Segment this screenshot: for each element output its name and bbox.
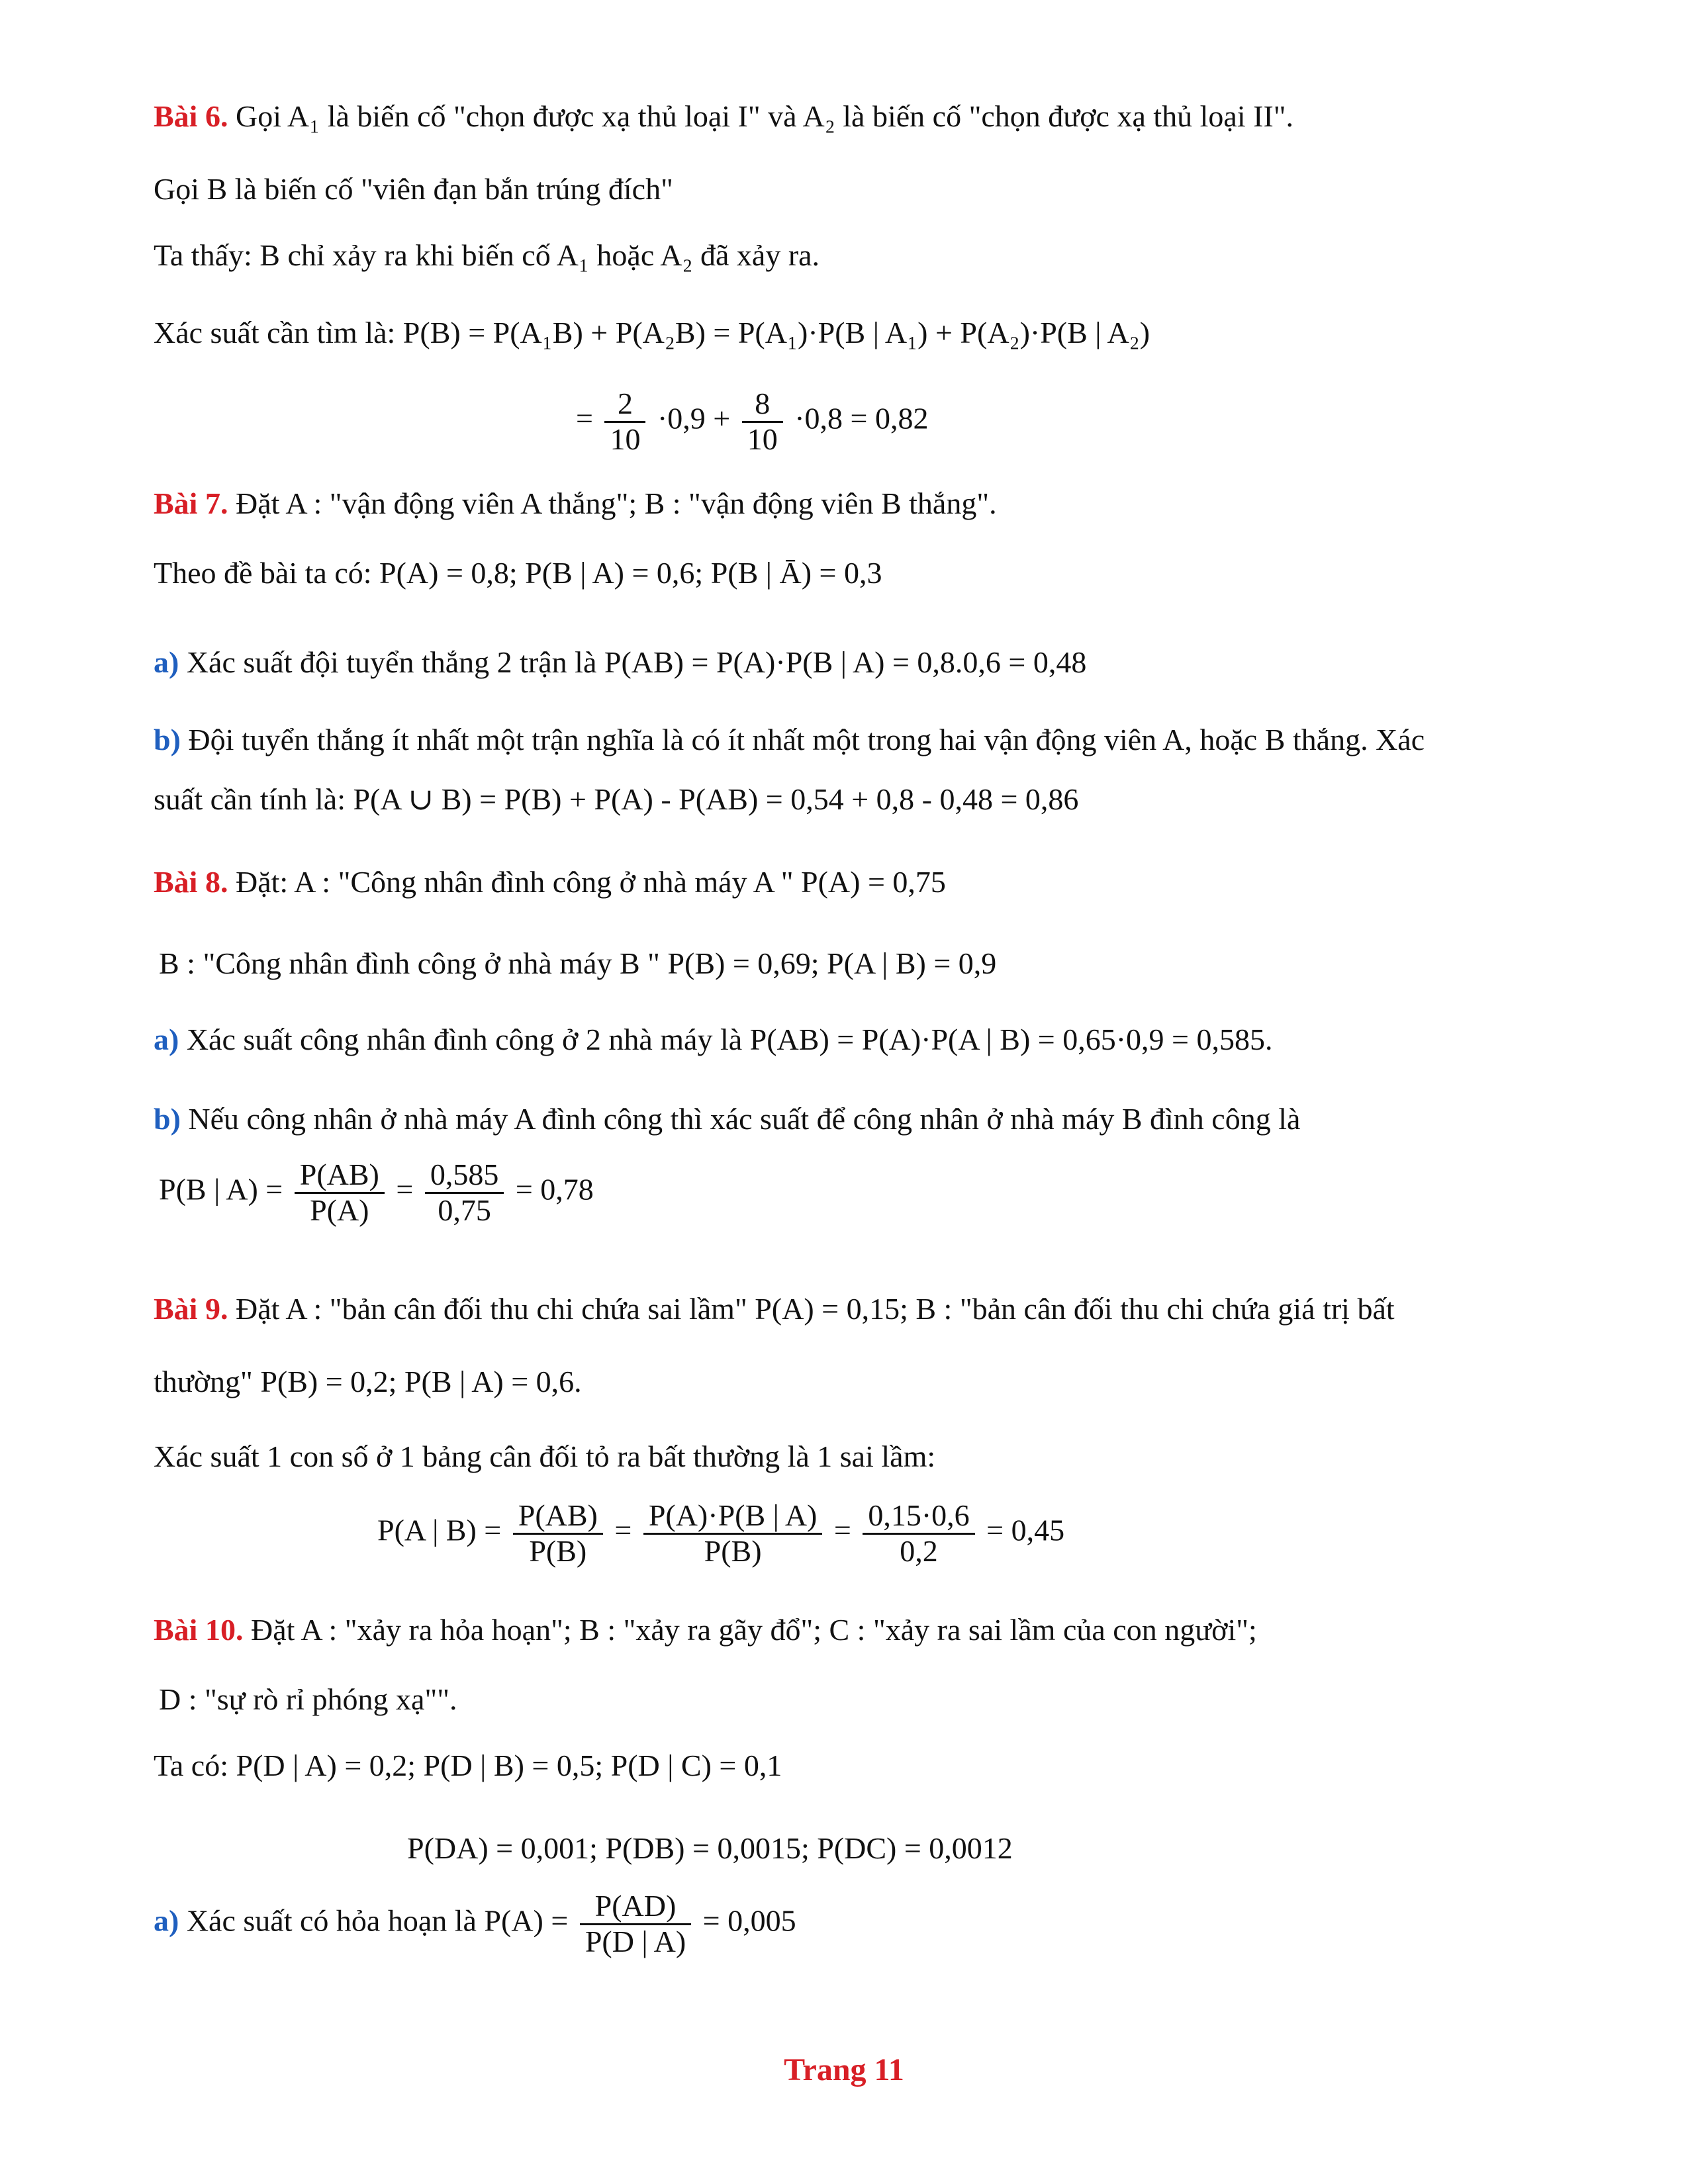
bai8-part-a: a) Xác suất công nhân đình công ở 2 nhà máy là P(AB) = P(A)·P(A | B) = 0,65·0,9 = 0,585. — [154, 1023, 1273, 1056]
bai9-line2: thường" P(B) = 0,2; P(B | A) = 0,6. — [154, 1365, 582, 1398]
bai6-line2: Gọi B là biến cố "viên đạn bắn trúng đích" — [154, 172, 673, 206]
bai7-part-a: a) Xác suất đội tuyển thắng 2 trận là P(AB) = P(A)·P(B | A) = 0,8.0,6 = 0,48 — [154, 645, 1087, 679]
bai6-line4: Xác suất cần tìm là: P(B) = P(A₁B) + P(A₂B) = P(A₁)·P(B | A₁) + P(A₂)·P(B | A₂) — [154, 316, 1150, 349]
bai7-line2: Theo đề bài ta có: P(A) = 0,8; P(B | A) = 0,6; P(B | Ā) = 0,3 — [154, 556, 882, 590]
bai8-part-b: b) Nếu công nhân ở nhà máy A đình công thì xác suất để công nhân ở nhà máy B đình công là — [154, 1102, 1301, 1136]
bai9-line3: Xác suất 1 con số ở 1 bảng cân đối tỏ ra bất thường là 1 sai lầm: — [154, 1439, 936, 1473]
bai10-label: Bài 10. — [154, 1613, 244, 1647]
bai10-line3: Ta có: P(D | A) = 0,2; P(D | B) = 0,5; P(D | C) = 0,1 — [154, 1749, 782, 1782]
bai8-equation: P(B | A) = $\frac{P(AB)}{P(A)}$ = $\frac{0,585}{0,75}$ = 0,78 — [159, 1158, 594, 1227]
bai6-line3: Ta thấy: B chỉ xảy ra khi biến cố A₁ hoặc A₂ đã xảy ra. — [154, 238, 820, 272]
page-number: Trang 11 — [784, 2052, 904, 2087]
bai7-part-b-line2: suất cần tính là: P(A ∪ B) = P(B) + P(A) - P(AB) = 0,54 + 0,8 - 0,48 = 0,86 — [154, 782, 1079, 816]
bai8-line2: B : "Công nhân đình công ở nhà máy B " P(B) = 0,69; P(A | B) = 0,9 — [159, 946, 997, 980]
bai7-line1: Bài 7. Đặt A : "vận động viên A thắng"; B : "vận động viên B thắng". — [154, 486, 997, 520]
bai6-fraction-1: $\frac{2}{10}$ — [604, 387, 645, 456]
bai6-text1: Gọi A₁ là biến cố "chọn được xạ thủ loại I" và A₂ là biến cố "chọn được xạ thủ loại II". — [235, 99, 1294, 133]
bai9-label: Bài 9. — [154, 1292, 228, 1326]
bai10-line2: D : "sự rò rỉ phóng xạ"". — [159, 1682, 457, 1716]
bai7-part-b-line1: b) Đội tuyển thắng ít nhất một trận nghĩa là có ít nhất một trong hai vận động viên A, hoặc B thắng. Xác — [154, 723, 1425, 756]
bai8-label: Bài 8. — [154, 865, 228, 899]
bai6-equation: = $\frac{2}{10}$ ·0,9 + $\frac{8}{10}$ ·0,8 = 0,82 — [576, 387, 929, 456]
bai6-line1 — [154, 98, 1293, 134]
bai10-part-a: a) Xác suất có hỏa hoạn là P(A) = $\frac{P(AD)}{P(D | A)}$ = 0,005 — [154, 1889, 796, 1958]
bai10-line4: P(DA) = 0,001; P(DB) = 0,0015; P(DC) = 0,0012 — [407, 1831, 1013, 1865]
bai7-label: Bài 7. — [154, 486, 228, 520]
bai9-equation: P(A | B) = $\frac{P(AB)}{P(B)}$ = $\frac{P(A)\cdot P(B | A)}{P(B)}$ = $\frac{0,15\cdot 0,6}{0,2}$ = 0,45 — [377, 1498, 1065, 1568]
bai8-line1: Bài 8. Đặt: A : "Công nhân đình công ở nhà máy A " P(A) = 0,75 — [154, 865, 946, 899]
bai9-line1: Bài 9. Đặt A : "bản cân đối thu chi chứa sai lầm" P(A) = 0,15; B : "bản cân đối thu chi chứa giá trị bất — [154, 1292, 1395, 1326]
bai6-label: Bài 6. — [154, 99, 228, 133]
bai10-line1: Bài 10. Đặt A : "xảy ra hỏa hoạn"; B : "xảy ra gãy đổ"; C : "xảy ra sai lầm của con người"; — [154, 1613, 1257, 1647]
bai6-fraction-2: $\frac{8}{10}$ — [742, 387, 783, 456]
